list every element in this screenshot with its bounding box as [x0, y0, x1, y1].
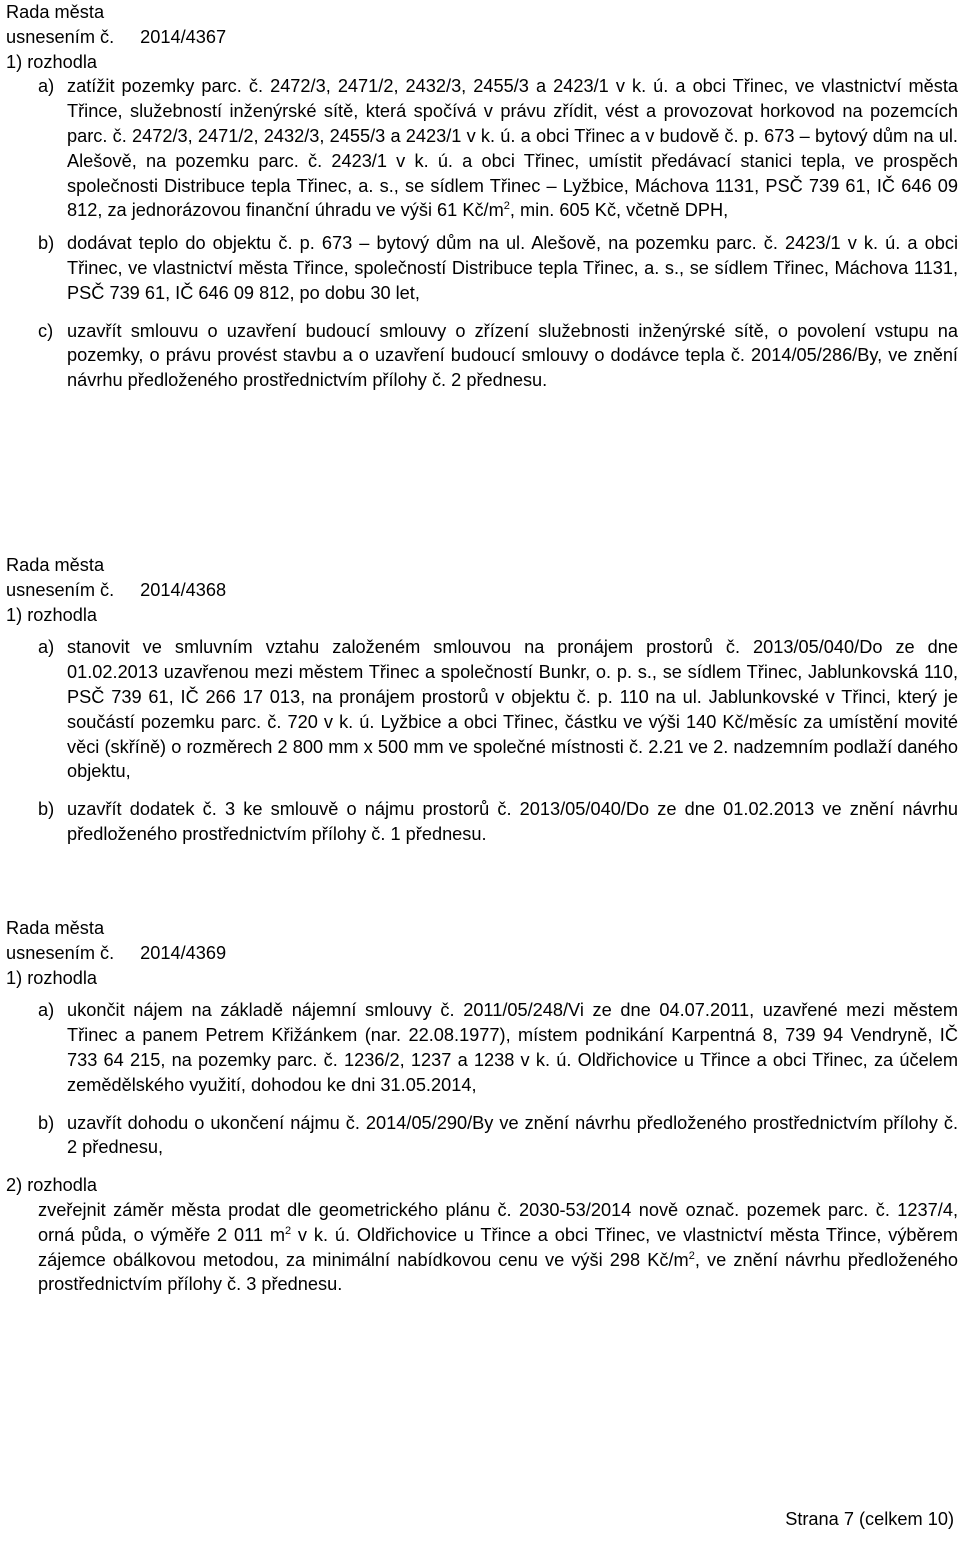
- item-c: [38, 319, 958, 393]
- resolution-label: usnesením č.: [6, 579, 115, 600]
- item-text: uzavřít dohodu o ukončení nájmu č. 2014/05/290/By ve znění návrhu předloženého prostřednictvím přílohy č. 2 přednesu,: [67, 1112, 958, 1158]
- resolution-label: usnesením č.: [6, 942, 115, 963]
- item-letter: b): [38, 799, 55, 820]
- resolution-number: 2014/4369: [140, 942, 227, 963]
- item-a: [38, 998, 958, 1097]
- decision-label: 1) rozhodla: [6, 967, 97, 988]
- resolution-2014-4368: [6, 553, 958, 847]
- resolution-number: 2014/4367: [140, 26, 227, 47]
- resolution-label: usnesením č.: [6, 26, 115, 47]
- council-title: Rada města: [6, 918, 105, 938]
- resolution-header: [6, 25, 958, 50]
- item-b: [38, 1111, 958, 1161]
- item-letter: a): [38, 76, 55, 97]
- item-letter: a): [38, 1000, 55, 1021]
- resolution-2014-4369: [6, 916, 958, 1297]
- item-text: zatížit pozemky parc. č. 2472/3, 2471/2, 2432/3, 2455/3 a 2423/1 v k. ú. a obci Třinec, ve vlastnictví města Třince, služebností inženýrské sítě, která spočívá v právu zřídit, vést a provozovat horkovod na pozemcích parc. č. 2472/3, 2471/2, 2432/3, 2455/3 a 2423/1 v k. ú. a obci Třinec a v budově č. p. 673 – bytový dům na ul. Alešově, na pozemku parc. č. 2423/1 v k. ú. a obci Třinec, umístit předávací stanici tepla, ve prospěch společnosti Distribuce tepla Třinec, a. s., se sídlem Třinec – Lyžbice, Máchova 1131, PSČ 739 61, IČ 646 09 812, za jednorázovou finanční úhradu ve výši 61 $Kč/m^2$, min. 605 Kč, včetně DPH,: [67, 76, 958, 221]
- item-b: [38, 231, 958, 305]
- item-a: [38, 74, 958, 223]
- item-a: [38, 635, 958, 784]
- resolution-number: 2014/4368: [140, 579, 227, 600]
- resolution-header: [6, 578, 958, 603]
- item-letter: b): [38, 233, 55, 254]
- item-letter: a): [38, 637, 55, 658]
- decision-2-text: zveřejnit záměr města prodat dle geometrického plánu č. 2030-53/2014 nově označ. pozemek parc. č. 1237/4, orná půda, o výměře 2 011 $m^2$ v k. ú. Oldřichovice u Třince a obci Třinec, ve vlastnictví města Třince, výběrem zájemce obálkovou metodou, za minimální nabídkovou cenu ve výši 298 $Kč/m^2$, ve znění návrhu předloženého prostřednictvím přílohy č. 3 přednesu.: [38, 1199, 958, 1295]
- resolution-header: [6, 941, 958, 966]
- decision-label: 1) rozhodla: [6, 51, 97, 72]
- item-text: uzavřít dodatek č. 3 ke smlouvě o nájmu prostorů č. 2013/05/040/Do ze dne 01.02.2013 ve znění návrhu předloženého prostřednictvím přílohy č. 1 přednesu.: [67, 799, 958, 844]
- item-text: uzavřít smlouvu o uzavření budoucí smlouvy o zřízení služebnosti inženýrské sítě, o povolení vstupu na pozemky, o právu provést stavbu a o uzavření budoucí smlouvy o dodávce tepla č. 2014/05/286/By, ve znění návrhu předloženého prostřednictvím přílohy č. 2 přednesu.: [67, 320, 958, 391]
- council-title: Rada města: [6, 555, 105, 575]
- item-text: dodávat teplo do objektu č. p. 673 – bytový dům na ul. Alešově, na pozemku parc. č. 2423/1 v k. ú. a obci Třinec, ve vlastnictví města Třince, společností Distribuce tepla Třinec, a. s., se sídlem Třinec, Máchova 1131, PSČ 739 61, IČ 646 09 812, po dobu 30 let,: [67, 233, 958, 303]
- decision-label: 1) rozhodla: [6, 604, 97, 625]
- item-letter: b): [38, 1112, 55, 1133]
- item-b: [38, 797, 958, 847]
- item-text: ukončit nájem na základě nájemní smlouvy č. 2011/05/248/Vi ze dne 04.07.2011, uzavřené mezi městem Třinec a panem Petrem Křižánkem (nar. 22.08.1977), místem podnikání Karpentná 8, 739 94 Vendryně, IČ 733 64 215, na pozemky parc. č. 1236/2, 1237 a 1238 v k. ú. Oldřichovice u Třince a obci Třinec, za účelem zemědělského využití, dohodou ke dni 31.05.2014,: [67, 1000, 958, 1095]
- item-text: stanovit ve smluvním vztahu založeném smlouvou na pronájem prostorů č. 2013/05/040/Do ze dne 01.02.2013 uzavřenou mezi městem Třinec a společností Bunkr, o. p. s., se sídlem Třinec, Jablunkovská 110, PSČ 739 61, IČ 266 17 013, na pronájem prostorů v objektu č. p. 110 na ul. Jablunkovské v Třinci, který je součástí pozemku parc. č. 720 v k. ú. Lyžbice a obci Třinec, částku ve výši 140 Kč/měsíc za umístění movité věci (skříně) o rozměrech 2 800 mm x 500 mm ve společné místnosti č. 2.21 ve 2. nadzemním podlaží daného objektu,: [67, 637, 958, 782]
- council-title: Rada města: [6, 2, 105, 22]
- resolution-2014-4367: [6, 0, 958, 393]
- item-letter: c): [38, 320, 54, 341]
- page-footer: Strana 7 (celkem 10): [785, 1509, 954, 1529]
- decision-label-2: 2) rozhodla: [6, 1175, 97, 1196]
